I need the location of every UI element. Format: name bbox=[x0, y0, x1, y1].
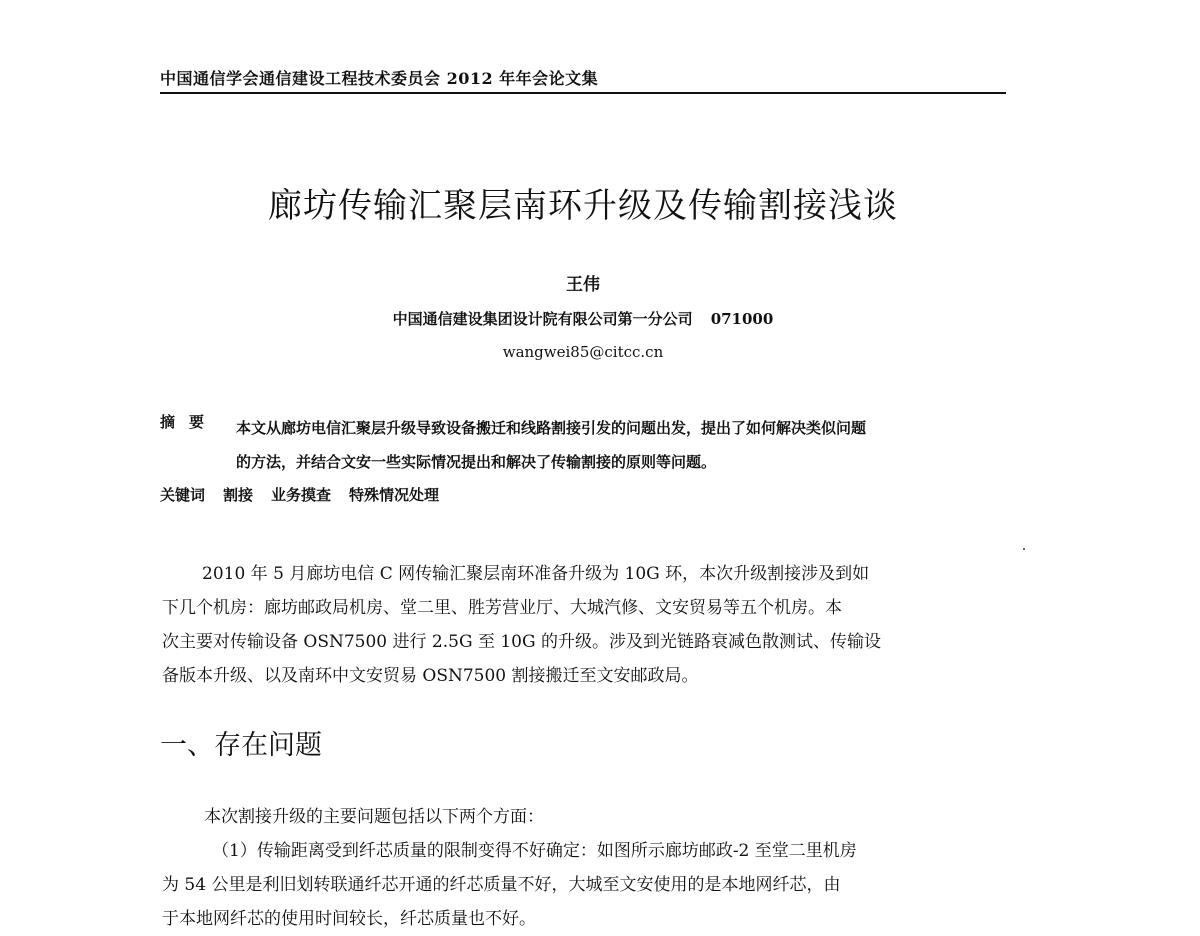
abstract-text bbox=[236, 411, 1006, 479]
list-item-line: 于本地网纤芯的使用时间较长，纤芯质量也不好。 bbox=[162, 909, 536, 929]
running-header: 中国通信学会通信建设工程技术委员会 2012 年年会论文集 bbox=[160, 69, 599, 88]
paragraph-line: 2010 年 5 月廊坊电信 C 网传输汇聚层南环准备升级为 10G 环，本次升级割接涉及到如 bbox=[202, 564, 870, 584]
paragraph-line: 次主要对传输设备 OSN7500 进行 2.5G 至 10G 的升级。涉及到光链路衰减色散测试、传输设 bbox=[162, 632, 881, 652]
intro-paragraph bbox=[162, 557, 1008, 693]
abstract-line: 的方法，并结合文安一些实际情况提出和解决了传输割接的原则等问题。 bbox=[236, 453, 717, 471]
abstract-line: 本文从廊坊电信汇聚层升级导致设备搬迁和线路割接引发的问题出发，提出了如何解决类似问题 bbox=[236, 419, 867, 437]
keyword: 业务摸查 bbox=[271, 486, 332, 504]
section-heading: 一、存在问题 bbox=[160, 730, 322, 761]
affiliation-name: 中国通信建设集团设计院有限公司第一分公司 bbox=[392, 310, 693, 328]
list-item-line: 为 54 公里是利旧划转联通纤芯开通的纤芯质量不好，大城至文安使用的是本地网纤芯，由 bbox=[162, 875, 841, 895]
problems-paragraph bbox=[162, 800, 1008, 936]
paragraph-line: 下几个机房：廊坊邮政局机房、堂二里、胜芳营业厅、大城汽修、文安贸易等五个机房。本 bbox=[162, 598, 842, 618]
author-name: 王伟 bbox=[566, 275, 600, 295]
keyword: 特殊情况处理 bbox=[349, 486, 440, 504]
paragraph-line: 本次割接升级的主要问题包括以下两个方面： bbox=[204, 807, 544, 827]
scan-speck bbox=[1023, 548, 1025, 550]
keyword: 割接 bbox=[223, 486, 254, 504]
article-title: 廊坊传输汇聚层南环升级及传输割接浅谈 bbox=[268, 186, 898, 226]
paragraph-line: 备版本升级、以及南环中文安贸易 OSN7500 割接搬迁至文安邮政局。 bbox=[162, 666, 699, 686]
affiliation bbox=[160, 308, 1006, 329]
list-item-line: （1）传输距离受到纤芯质量的限制变得不好确定：如图所示廊坊邮政-2 至堂二里机房 bbox=[212, 841, 857, 861]
author-email: wangwei85@citcc.cn bbox=[502, 343, 664, 361]
postal-code: 071000 bbox=[710, 310, 774, 328]
keywords-label: 关键词 bbox=[160, 486, 206, 504]
keywords bbox=[160, 484, 1010, 505]
abstract-label: 摘要 bbox=[160, 413, 219, 431]
header-rule bbox=[160, 92, 1006, 94]
